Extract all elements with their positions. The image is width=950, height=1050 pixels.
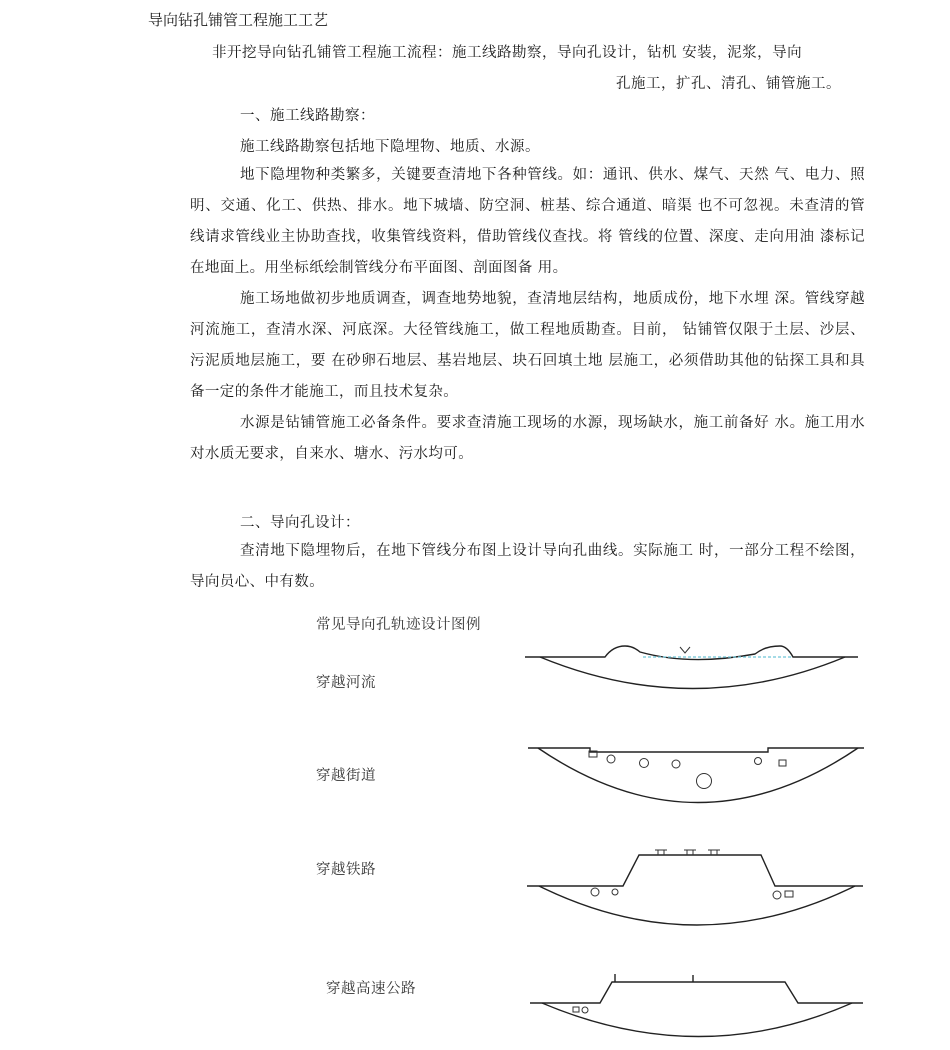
figure-label-railway: 穿越铁路 xyxy=(316,862,376,878)
diagram-highway-crossing xyxy=(530,970,865,1045)
diagram-railway-crossing xyxy=(527,846,867,928)
buried-pipe-icon xyxy=(582,1007,588,1013)
street-bore-path xyxy=(538,748,858,803)
highway-embankment-line xyxy=(530,982,863,1003)
section-1-paragraph-4: 水源是钻铺管施工必备条件。要求查清施工现场的水源，现场缺水，施工前备好 水。施工用水对水质无要求，自来水、塘水、污水均可。 xyxy=(190,415,865,462)
highway-bore-path xyxy=(542,1003,852,1037)
document-title: 导向钻孔铺管工程施工工艺 xyxy=(148,11,329,29)
street-ground-line xyxy=(528,748,864,752)
buried-duct-icon xyxy=(779,760,786,766)
buried-pipe-icon xyxy=(773,891,781,899)
figure-label-highway: 穿越高速公路 xyxy=(326,981,416,997)
buried-pipe-icon xyxy=(612,889,618,895)
buried-pipe-icon xyxy=(672,760,680,768)
buried-duct-icon xyxy=(785,891,793,897)
intro-line-1: 非开挖导向钻孔铺管工程施工流程：施工线路勘察，导向孔设计，钻机 安装，泥浆，导向 xyxy=(212,45,803,61)
diagram-street-crossing xyxy=(528,742,868,807)
rail-track-icon xyxy=(655,850,720,855)
river-bore-path xyxy=(540,657,845,689)
figure-caption: 常见导向孔轨迹设计图例 xyxy=(316,617,481,633)
section-1-paragraph-3: 施工场地做初步地质调查，调查地势地貌，查清地层结构，地质成份，地下水埋 深。管线穿越河流施工，查清水深、河底深。大径管线施工，做工程地质勘查。目前， 钻铺管仅限于土层、沙层、污泥质地层施工，要 在砂卵石地层、基岩地层、块石回填土地 层施工，必须借助其他的钻探工具和具备一定的条件才能施工，而且技术复杂。 xyxy=(190,291,865,400)
buried-pipe-icon xyxy=(755,758,762,765)
figure-label-street: 穿越街道 xyxy=(316,768,376,784)
buried-pipe-icon xyxy=(640,759,649,768)
figure-label-river: 穿越河流 xyxy=(316,675,376,691)
section-2-paragraph-1: 查清地下隐埋物后，在地下管线分布图上设计导向孔曲线。实际施工 时，一部分工程不绘图，导向员心、中有数。 xyxy=(190,543,865,590)
section-1-paragraph-1: 施工线路勘察包括地下隐埋物、地质、水源。 xyxy=(240,139,540,155)
section-1-heading: 一、施工线路勘察： xyxy=(240,108,375,124)
railway-bore-path xyxy=(539,886,855,925)
river-ground-line xyxy=(525,646,858,660)
buried-duct-icon xyxy=(573,1007,579,1012)
diagram-river-crossing xyxy=(525,640,860,695)
water-level-mark-icon xyxy=(680,647,690,653)
intro-line-2: 孔施工，扩孔、清孔、铺管施工。 xyxy=(616,76,841,92)
section-1-paragraph-2: 地下隐埋物种类繁多，关键要查清地下各种管线。如：通讯、供水、煤气、天然 气、电力、照明、交通、化工、供热、排水。地下城墙、防空洞、桩基、综合通道、暗渠 也不可忽视。未查清的管线请求管线业主协助查找，收集管线资料，借助管线仪查找。将 管线的位置、深度、走向用油 漆标记在地面上。用坐标纸绘制管线分布平面图、剖面图备 用。 xyxy=(190,167,865,276)
section-2-heading: 二、导向孔设计： xyxy=(240,515,360,531)
railway-embankment-line xyxy=(527,855,863,886)
buried-pipe-icon xyxy=(607,755,615,763)
large-buried-pipe-icon xyxy=(697,774,712,789)
buried-pipe-icon xyxy=(591,888,599,896)
